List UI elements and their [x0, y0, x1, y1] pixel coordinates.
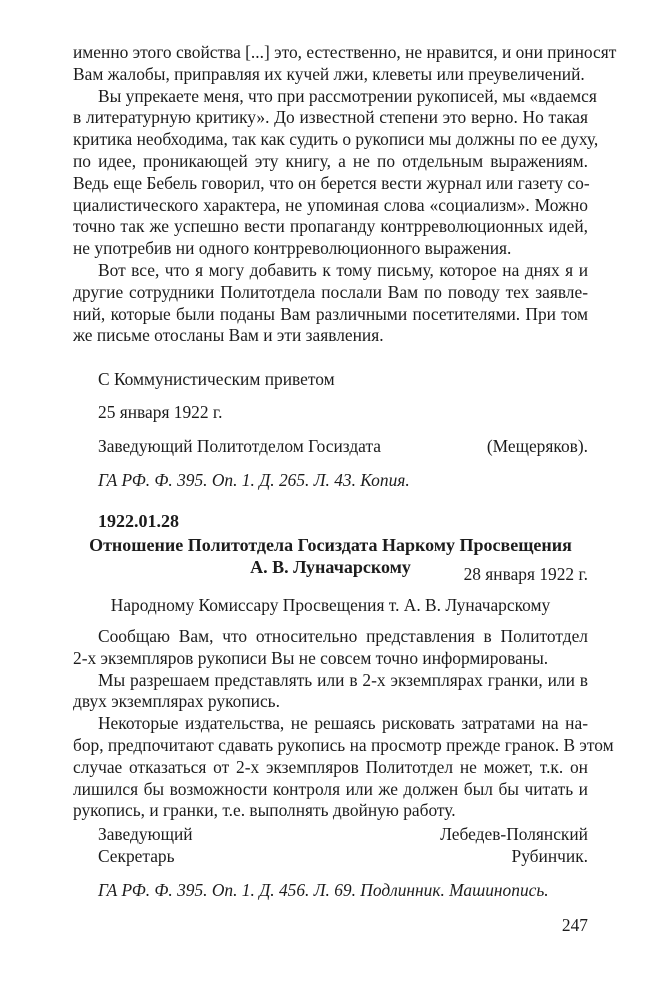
text-line: Сообщаю Вам, что относительно представления в Политотдел: [98, 626, 588, 646]
text-line: Вы упрекаете меня, что при рассмотрении рукописей, мы «вдаемся: [98, 85, 597, 106]
doc2-title-line2: А. В. Луначарскому: [250, 556, 411, 577]
text-line: критика необходима, так как судить о рукописи мы должны по ее духу,: [73, 129, 599, 150]
signature2-name: Лебедев-Полянский: [440, 824, 588, 844]
text-line: не употребив ни одного контрреволюционного выражения.: [73, 238, 512, 259]
doc2-addressee: Народному Комиссару Просвещения т. А. В. Луначарскому: [110, 595, 551, 615]
signature2-row1: [98, 824, 588, 846]
text-line: рукопись, и гранки, т.е. выполнять двойную работу.: [73, 800, 456, 821]
signature1: [98, 436, 588, 458]
text-line: именно этого свойства [...] это, естественно, не нравится, и они приносят: [73, 42, 617, 62]
text-line: 2-х экземпляров рукописи Вы не совсем точно информированы.: [73, 647, 549, 668]
signature3-title: Секретарь: [98, 846, 175, 866]
signature1-title: Заведующий Политотделом Госиздата: [98, 436, 381, 456]
text-line: двух экземплярах рукопись.: [73, 691, 280, 712]
closing: С Коммунистическим приветом: [98, 369, 335, 389]
text-line: Ведь еще Бебель говорил, что он берется вести журнал или газету со-: [73, 172, 590, 193]
text-line: Вот все, что я могу добавить к тому письму, которое на днях я и: [98, 259, 588, 280]
doc2-date: 28 января 1922 г.: [463, 564, 588, 584]
signature3-name: Рубинчик.: [511, 846, 588, 866]
text-line: точно так же успешно вести пропаганду контрреволюционных идей,: [73, 216, 588, 237]
doc2-code: 1922.01.28: [98, 511, 179, 531]
text-line: другие сотрудники Политотдела послали Вам по поводу тех заявле-: [73, 281, 588, 302]
signature1-name: (Мещеряков).: [486, 436, 588, 456]
letter1-body: [73, 42, 617, 347]
text-line: по идее, проникающей эту книгу, а не по отдельным выражениям.: [73, 150, 588, 171]
text-line: же письме отосланы Вам и эти заявления.: [73, 325, 384, 346]
doc2-title-line1: Отношение Политотдела Госиздата Наркому Просвещения: [89, 535, 572, 555]
text-line: Некоторые издательства, не решаясь рисковать затратами на на-: [98, 713, 588, 734]
signature2-title: Заведующий: [98, 824, 193, 844]
text-line: бор, предпочитают сдавать рукопись на просмотр прежде гранок. В этом: [73, 734, 614, 755]
source2: ГА РФ. Ф. 395. Оп. 1. Д. 456. Л. 69. Подлинник. Машинопись.: [98, 880, 549, 900]
text-line: в литературную критику». До известной степени это верно. Но такая: [73, 107, 588, 128]
doc2-body: [73, 626, 614, 822]
text-line: циалистического характера, не упоминая слова «социализм». Можно: [73, 194, 588, 215]
text-line: ний, которые были поданы Вам различными посетителями. При том: [73, 303, 588, 324]
source1: ГА РФ. Ф. 395. Оп. 1. Д. 265. Л. 43. Копия.: [98, 470, 410, 490]
letter1-date: 25 января 1922 г.: [98, 402, 223, 422]
text-line: лишился бы возможности контроля или же должен был бы читать и: [73, 778, 588, 799]
text-line: Вам жалобы, приправляя их кучей лжи, клеветы или преувеличений.: [73, 63, 585, 84]
text-line: Мы разрешаем представлять или в 2-х экземплярах гранки, или в: [98, 669, 588, 690]
page-number: 247: [561, 915, 588, 935]
text-line: случае отказаться от 2-х экземпляров Политотдел не может, т.к. он: [73, 756, 588, 777]
signature2-row2: [98, 846, 588, 868]
